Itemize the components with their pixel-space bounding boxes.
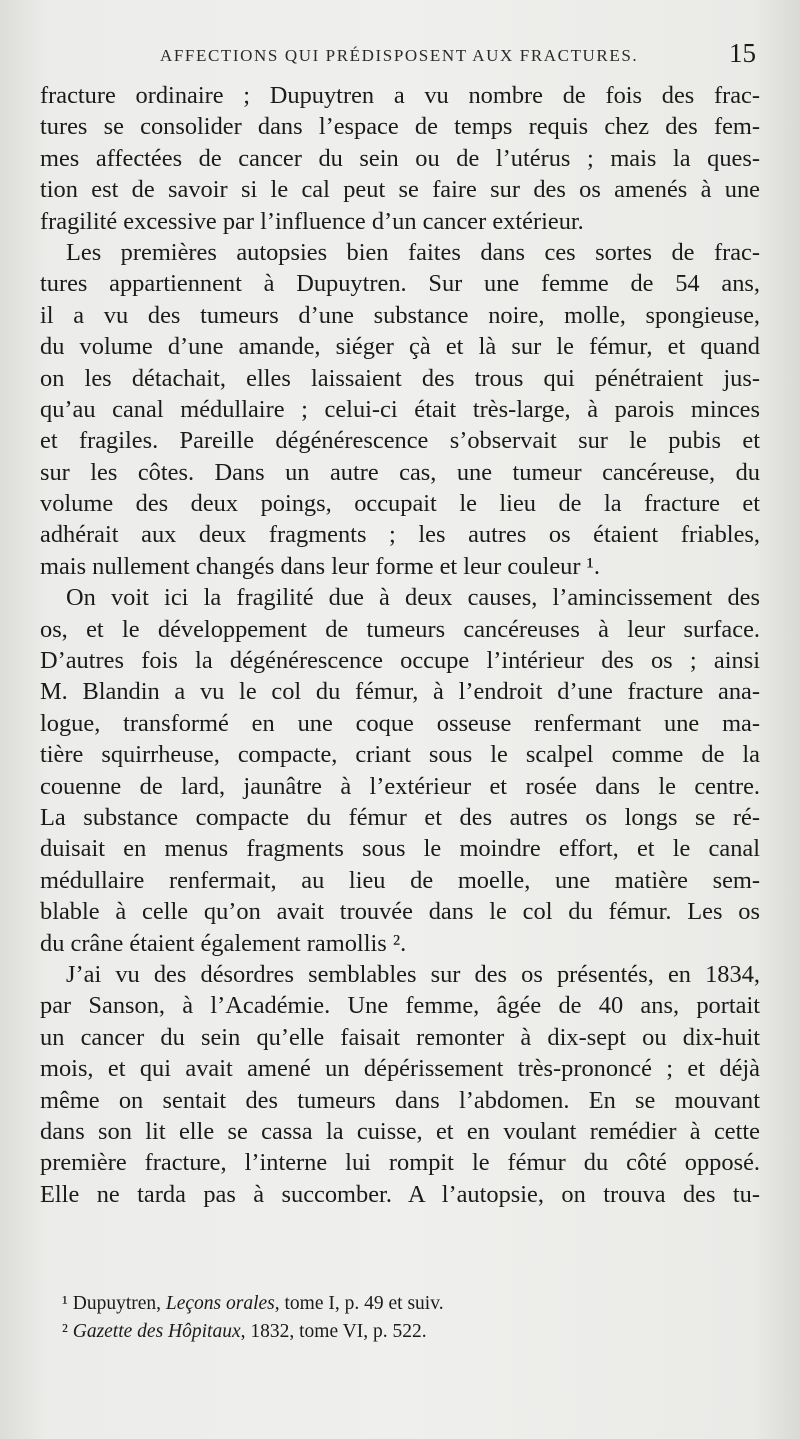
text-line: mois, et qui avait amené un dépérissement très-prononcé ; et déjà: [40, 1055, 760, 1083]
footnote-marker: ¹: [62, 1293, 68, 1314]
text-line: tures appartiennent à Dupuytren. Sur une femme de 54 ans,: [40, 270, 760, 298]
text-line: dans son lit elle se cassa la cuisse, et en voulant remédier à cette: [40, 1117, 760, 1145]
text-line: par Sanson, à l’Académie. Une femme, âgée de 40 ans, portait: [40, 992, 760, 1020]
footnote-text: , 1832, tome VI, p. 522.: [240, 1321, 427, 1342]
text-line: blable à celle qu’on avait trouvée dans le col du fémur. Les os: [40, 898, 760, 926]
text-line: sur les côtes. Dans un autre cas, une tumeur cancéreuse, du: [40, 458, 760, 486]
page-header: [40, 38, 760, 74]
text-line: os, et le développement de tumeurs cancéreuses à leur surface.: [40, 615, 760, 643]
footnote-2: [62, 1318, 742, 1346]
text-line: tière squirrheuse, compacte, criant sous le scalpel comme de la: [40, 741, 760, 769]
footnote-1: [62, 1290, 742, 1318]
footnote-title: Gazette des Hôpitaux: [72, 1321, 241, 1342]
text-line: duisait en menus fragments sous le moindre effort, et le canal: [40, 835, 760, 863]
text-line: fracture ordinaire ; Dupuytren a vu nombre de fois des frac-: [40, 82, 760, 109]
footnote-marker: ²: [62, 1321, 68, 1342]
text-line: il a vu des tumeurs d’une substance noire, molle, spongieuse,: [40, 301, 760, 329]
text-line: du crâne étaient également ramollis ².: [40, 929, 407, 957]
footnote-text: , tome I, p. 49 et suiv.: [274, 1293, 444, 1314]
text-line: médullaire renfermait, au lieu de moelle, une matière sem-: [40, 866, 760, 894]
running-head: AFFECTIONS QUI PRÉDISPOSENT AUX FRACTURES.: [160, 46, 639, 65]
text-line: qu’au canal médullaire ; celui-ci était très-large, à parois minces: [40, 395, 760, 423]
text-line: mais nullement changés dans leur forme et leur couleur ¹.: [40, 552, 600, 580]
text-line: Les premières autopsies bien faites dans ces sortes de frac-: [66, 238, 760, 266]
footnote-title: Leçons orales: [165, 1293, 275, 1314]
footnotes: [62, 1290, 742, 1346]
text-line: adhérait aux deux fragments ; les autres os étaient friables,: [40, 521, 760, 549]
text-line: couenne de lard, jaunâtre à l’extérieur et rosée dans le centre.: [40, 772, 760, 800]
text-line: du volume d’une amande, siéger çà et là sur le fémur, et quand: [40, 333, 760, 361]
text-line: volume des deux poings, occupait le lieu de la fracture et: [40, 490, 760, 518]
text-line: logue, transformé en une coque osseuse renfermant une ma-: [40, 709, 760, 737]
text-line: On voit ici la fragilité due à deux causes, l’amincissement des: [66, 584, 760, 612]
text-line: Elle ne tarda pas à succomber. A l’autopsie, on trouva des tu-: [40, 1180, 760, 1208]
text-line: M. Blandin a vu le col du fémur, à l’endroit d’une fracture ana-: [40, 678, 760, 706]
text-line: on les détachait, elles laissaient des trous qui pénétraient jus-: [40, 364, 760, 392]
text-line: fragilité excessive par l’influence d’un cancer extérieur.: [40, 207, 584, 235]
text-line: tures se consolider dans l’espace de temps requis chez des fem-: [40, 113, 760, 141]
footnote-text: Dupuytren,: [72, 1293, 166, 1314]
text-line: J’ai vu des désordres semblables sur des os présentés, en 1834,: [66, 960, 760, 988]
page-number: 15: [729, 38, 756, 68]
text-line: mes affectées de cancer du sein ou de l’utérus ; mais la ques-: [40, 144, 760, 172]
text-line: La substance compacte du fémur et des autres os longs se ré-: [40, 803, 760, 831]
body-text: [40, 80, 760, 1210]
text-line: tion est de savoir si le cal peut se faire sur des os amenés à une: [40, 176, 760, 204]
text-line: même on sentait des tumeurs dans l’abdomen. En se mouvant: [40, 1086, 760, 1114]
text-line: première fracture, l’interne lui rompit le fémur du côté opposé.: [40, 1149, 760, 1177]
text-line: et fragiles. Pareille dégénérescence s’observait sur le pubis et: [40, 427, 760, 455]
text-line: D’autres fois la dégénérescence occupe l’intérieur des os ; ainsi: [40, 647, 760, 675]
text-line: un cancer du sein qu’elle faisait remonter à dix-sept ou dix-huit: [40, 1023, 760, 1051]
